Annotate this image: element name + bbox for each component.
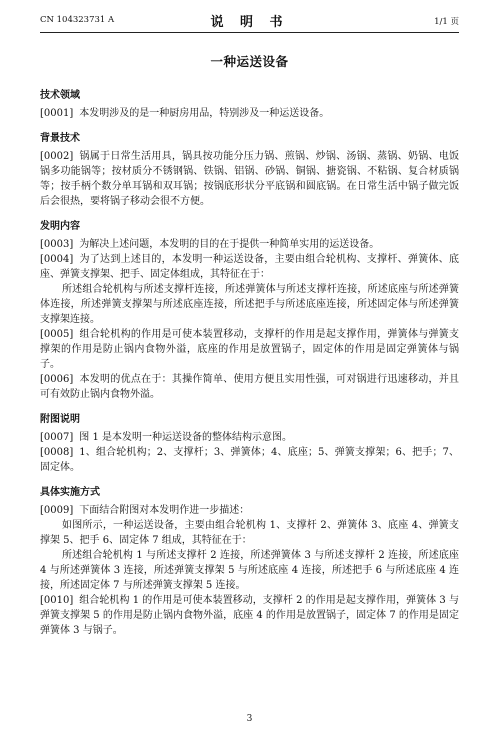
section-heading-embodiments: 具体实施方式 xyxy=(40,487,100,498)
paragraph-0009-continued-2: 所述组合轮机构 1 与所述支撑杆 2 连接，所述弹簧体 3 与所述支撑杆 2 连接，所述底座 4 与所述弹簧体 3 连接，所述弹簧支撑架 5 与所述底座 4 连接，所述把手 6 与所述底座 4 连接，所述固定体 7 与所述弹簧支撑架 5 连接。 xyxy=(40,550,459,591)
paragraph-0004 xyxy=(40,252,459,282)
document-type-title: 说 明 书 xyxy=(210,15,289,30)
paragraph-number: [0003] xyxy=(40,239,74,250)
paragraph-0005 xyxy=(40,327,459,372)
page-header xyxy=(40,11,459,29)
paragraph-text: 本发明的优点在于：其操作简单、使用方便且实用性强，可对锅进行迅速移动，并且可有效防止锅内食物外溢。 xyxy=(40,374,459,400)
paragraph-text: 锅属于日常生活用具，锅具按功能分压力锅、煎锅、炒锅、汤锅、蒸锅、奶锅、电饭锅多功能锅等；按材质分不锈钢锅、铁锅、铝锅、砂锅、铜锅、搪瓷锅、不粘锅、复合材质锅等；按手柄个数分单耳锅和双耳锅；按锅底形状分平底锅和圆底锅。在日常生活中锅子做完饭后会很热，要将锅子移动会很不方便。 xyxy=(40,151,459,207)
paragraph-0006 xyxy=(40,372,459,402)
paragraph-number: [0001] xyxy=(40,108,74,119)
paragraph-0002 xyxy=(40,149,459,209)
paragraph-number: [0008] xyxy=(40,447,74,458)
paragraph-number: [0009] xyxy=(40,505,74,516)
paragraph-number: [0006] xyxy=(40,374,74,385)
paragraph-text: 为了达到上述目的，本发明一种运送设备，主要由组合轮机构、支撑杆、弹簧体、底座、弹簧支撑架、把手、固定体组成，其特征在于： xyxy=(40,254,459,280)
section-heading-summary: 发明内容 xyxy=(40,221,80,232)
paragraph-text: 组合轮机构的作用是可使本装置移动，支撑杆的作用是起支撑作用，弹簧体与弹簧支撑架的作用是防止锅内食物外溢，底座的作用是放置锅子，固定体的作用是固定弹簧体与锅子。 xyxy=(40,329,459,370)
paragraph-number: [0004] xyxy=(40,254,74,265)
paragraph-0009-continued-1: 如图所示，一种运送设备，主要由组合轮机构 1、支撑杆 2、弹簧体 3、底座 4、弹簧支撑架 5、把手 6、固定体 7 组成，其特征在于： xyxy=(40,520,459,546)
paragraph-0009 xyxy=(40,503,459,518)
section-heading-drawings: 附图说明 xyxy=(40,414,80,425)
paragraph-text: 为解决上述问题，本发明的目的在于提供一种简单实用的运送设备。 xyxy=(79,239,380,250)
paragraph-0008 xyxy=(40,445,459,475)
header-divider xyxy=(40,32,459,33)
paragraph-text: 图 1 是本发明一种运送设备的整体结构示意图。 xyxy=(79,432,292,443)
page-count: 1/1 页 xyxy=(434,17,459,27)
paragraph-0004-continued: 所述组合轮机构与所述支撑杆连接，所述弹簧体与所述支撑杆连接，所述底座与所述弹簧体连接，所述弹簧支撑架与所述底座连接，所述把手与所述底座连接，所述固定体与所述弹簧支撑架连接。 xyxy=(40,284,459,325)
paragraph-0010 xyxy=(40,593,459,638)
paragraph-text: 组合轮机构 1 的作用是可使本装置移动，支撑杆 2 的作用是起支撑作用，弹簧体 3 与弹簧支撑架 5 的作用是防止锅内食物外溢，底座 4 的作用是放置锅子，固定体 7 的作用是固定弹簧体 3 与锅子。 xyxy=(40,595,459,636)
paragraph-number: [0002] xyxy=(40,151,74,162)
publication-number: CN 104323731 A xyxy=(40,15,115,25)
paragraph-number: [0005] xyxy=(40,329,74,340)
paragraph-text: 本发明涉及的是一种厨房用品，特别涉及一种运送设备。 xyxy=(79,108,330,119)
invention-title: 一种运送设备 xyxy=(210,54,289,69)
paragraph-0007 xyxy=(40,430,459,445)
paragraph-0003 xyxy=(40,237,459,252)
section-heading-technical-field: 技术领域 xyxy=(40,90,80,101)
paragraph-number: [0007] xyxy=(40,432,74,443)
paragraph-number: [0010] xyxy=(40,595,74,606)
section-heading-background: 背景技术 xyxy=(40,133,80,144)
paragraph-0001 xyxy=(40,106,459,121)
page-number: 3 xyxy=(246,714,253,724)
paragraph-text: 1、组合轮机构；2、支撑杆；3、弹簧体；4、底座；5、弹簧支撑架；6、把手；7、固定体。 xyxy=(40,447,459,473)
document-body xyxy=(40,46,459,638)
paragraph-text: 下面结合附图对本发明作进一步描述： xyxy=(79,505,250,516)
